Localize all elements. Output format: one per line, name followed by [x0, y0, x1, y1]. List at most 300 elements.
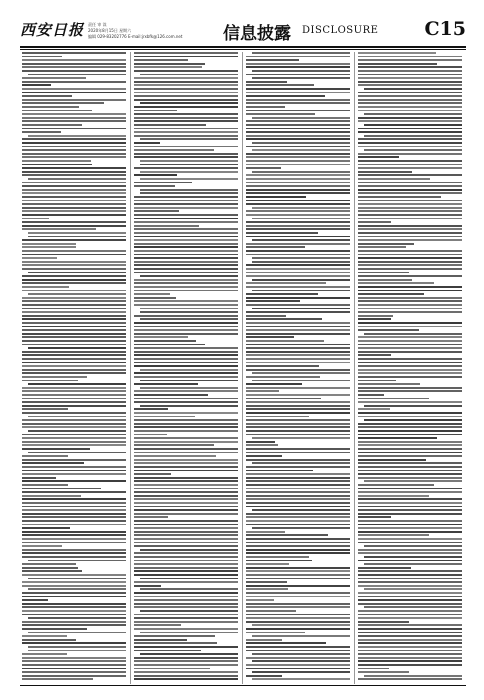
text-line: [22, 344, 126, 346]
text-line: [252, 462, 350, 464]
text-line: [134, 81, 238, 83]
text-line: [246, 621, 350, 623]
text-line: [134, 650, 201, 652]
text-line: [22, 668, 126, 670]
text-line: [358, 138, 462, 140]
text-line: [22, 286, 69, 288]
text-line: [246, 300, 300, 302]
text-line: [246, 480, 350, 482]
text-line: [246, 574, 350, 576]
text-line: [134, 390, 238, 392]
text-line: [134, 585, 161, 587]
text-line: [134, 268, 238, 270]
text-line: [358, 257, 462, 259]
text-line: [358, 315, 393, 317]
text-line: [246, 210, 350, 212]
text-line: [358, 174, 462, 176]
text-line: [358, 603, 462, 605]
text-line: [364, 419, 462, 421]
text-line: [364, 405, 462, 407]
text-line: [358, 63, 437, 65]
text-line: [28, 272, 126, 274]
text-line: [22, 257, 57, 259]
text-line: [252, 149, 350, 151]
text-line: [140, 138, 238, 140]
text-line: [358, 70, 462, 72]
text-line: [140, 380, 238, 382]
text-line: [134, 570, 238, 572]
text-line: [134, 372, 238, 374]
text-line: [358, 653, 462, 655]
text-line: [358, 376, 462, 378]
text-line: [134, 110, 177, 112]
text-line: [358, 52, 436, 54]
text-line: [22, 653, 67, 655]
text-line: [358, 592, 462, 594]
text-line: [358, 128, 462, 130]
text-line: [22, 401, 126, 403]
text-line: [134, 599, 238, 601]
text-line: [358, 293, 424, 295]
text-line: [358, 437, 437, 439]
text-line: [252, 527, 350, 529]
text-line: [22, 380, 78, 382]
text-line: [134, 77, 238, 79]
text-line: [252, 171, 350, 173]
text-line: [246, 484, 350, 486]
text-line: [22, 538, 126, 540]
text-line: [252, 239, 350, 241]
text-line: [22, 63, 126, 65]
text-line: [246, 538, 350, 540]
text-line: [22, 592, 126, 594]
text-line: [22, 250, 126, 252]
text-line: [134, 542, 238, 544]
text-line: [134, 221, 238, 223]
text-line: [22, 441, 126, 443]
text-line: [246, 156, 350, 158]
text-line: [22, 192, 126, 194]
text-line: [140, 588, 238, 590]
text-line: [246, 596, 350, 598]
text-line: [246, 362, 350, 364]
text-line: [252, 380, 350, 382]
text-line: [246, 495, 350, 497]
text-line: [22, 164, 92, 166]
text-line: [358, 502, 462, 504]
text-line: [134, 336, 188, 338]
text-line: [246, 254, 350, 256]
text-line: [246, 470, 313, 472]
text-line: [22, 563, 76, 565]
text-line: [358, 218, 462, 220]
text-line: [134, 401, 238, 403]
text-line: [22, 113, 126, 115]
text-line: [358, 639, 462, 641]
text-line: [358, 567, 411, 569]
text-line: [134, 520, 238, 522]
text-line: [364, 480, 462, 482]
text-line: [22, 84, 51, 86]
text-line: [22, 218, 49, 220]
contact-line: 编辑 029-83202776 E-mail:jrxbfk@126.com.net: [88, 34, 183, 39]
text-line: [134, 617, 238, 619]
text-line: [252, 207, 350, 209]
text-line: [246, 59, 299, 61]
text-line: [358, 470, 462, 472]
text-line: [358, 390, 462, 392]
text-line: [134, 527, 238, 529]
text-line: [246, 473, 350, 475]
text-line: [358, 120, 462, 122]
text-line: [22, 610, 126, 612]
text-line: [22, 239, 126, 241]
text-line: [358, 358, 462, 360]
text-line: [252, 52, 350, 54]
header-rule-thin: [20, 49, 466, 50]
text-line: [22, 639, 76, 641]
text-line: [22, 545, 62, 547]
text-line: [246, 293, 318, 295]
text-line: [246, 628, 350, 630]
text-line: [246, 275, 350, 277]
text-line: [22, 437, 126, 439]
text-line: [358, 261, 462, 263]
text-line: [134, 614, 238, 616]
text-line: [246, 95, 325, 97]
text-line: [22, 372, 126, 374]
text-line: [246, 113, 315, 115]
text-line: [358, 300, 462, 302]
text-line: [134, 300, 238, 302]
text-line: [28, 588, 126, 590]
text-line: [22, 196, 126, 198]
text-line: [246, 387, 350, 389]
text-line: [28, 430, 126, 432]
text-line: [246, 228, 350, 230]
text-line: [22, 210, 126, 212]
text-line: [134, 606, 238, 608]
text-line: [358, 329, 419, 331]
text-line: [134, 506, 238, 508]
text-line: [134, 236, 238, 238]
text-line: [22, 106, 79, 108]
text-column-3: [246, 52, 350, 684]
text-line: [358, 351, 462, 353]
text-line: [246, 315, 286, 317]
text-line: [22, 408, 68, 410]
text-line: [134, 383, 198, 385]
text-line: [134, 491, 238, 493]
text-line: [358, 552, 462, 554]
text-line: [358, 95, 462, 97]
text-line: [22, 574, 126, 576]
text-line: [358, 268, 462, 270]
text-line: [22, 268, 126, 270]
text-line: [246, 329, 350, 331]
text-line: [22, 52, 126, 54]
text-line: [22, 81, 126, 83]
text-line: [22, 581, 126, 583]
text-line: [246, 272, 350, 274]
text-line: [134, 581, 238, 583]
text-line: [134, 124, 206, 126]
text-line: [134, 416, 195, 418]
text-line: [22, 462, 84, 464]
text-line: [22, 466, 126, 468]
text-line: [246, 552, 350, 554]
text-line: [358, 196, 441, 198]
text-line: [22, 358, 126, 360]
text-line: [246, 84, 314, 86]
text-line: [28, 293, 126, 295]
text-line: [246, 124, 350, 126]
text-line: [22, 102, 104, 104]
text-line: [134, 524, 238, 526]
text-line: [22, 110, 92, 112]
text-line: [134, 304, 238, 306]
text-line: [22, 495, 81, 497]
text-line: [22, 156, 126, 158]
text-line: [140, 74, 238, 76]
text-line: [358, 538, 462, 540]
text-line: [246, 632, 305, 634]
text-line: [358, 527, 462, 529]
text-line: [246, 246, 305, 248]
text-line: [358, 160, 462, 162]
text-line: [134, 437, 238, 439]
text-line: [134, 498, 238, 500]
text-line: [358, 455, 462, 457]
text-line: [358, 614, 462, 616]
text-line: [246, 178, 350, 180]
text-line: [134, 182, 192, 184]
text-line: [358, 246, 406, 248]
text-line: [22, 354, 126, 356]
text-line: [22, 300, 126, 302]
column-divider: [130, 52, 131, 684]
text-line: [358, 336, 462, 338]
text-line: [22, 160, 91, 162]
text-line: [246, 452, 350, 454]
text-line: [134, 488, 238, 490]
text-line: [358, 441, 462, 443]
text-line: [358, 171, 412, 173]
text-line: [22, 671, 126, 673]
text-line: [140, 178, 238, 180]
text-line: [246, 304, 350, 306]
text-line: [358, 534, 429, 536]
text-line: [134, 254, 238, 256]
text-line: [134, 290, 238, 292]
text-line: [358, 131, 462, 133]
text-line: [134, 92, 238, 94]
text-line: [246, 351, 350, 353]
text-line: [358, 347, 462, 349]
text-line: [134, 185, 175, 187]
text-line: [358, 311, 462, 313]
text-line: [358, 484, 434, 486]
text-line: [358, 596, 462, 598]
text-line: [246, 592, 350, 594]
text-line: [358, 275, 462, 277]
text-line: [246, 570, 350, 572]
issue-editor-line: 责任 审 读: [88, 22, 107, 27]
text-line: [358, 657, 462, 659]
text-line: [22, 448, 90, 450]
text-line: [358, 513, 462, 515]
text-line: [22, 225, 126, 227]
text-line: [22, 556, 126, 558]
text-line: [22, 664, 126, 666]
text-line: [358, 153, 462, 155]
text-line: [28, 560, 126, 562]
text-line: [358, 74, 462, 76]
text-line: [134, 293, 170, 295]
text-line: [358, 398, 429, 400]
text-line: [134, 545, 238, 547]
text-line: [358, 81, 462, 83]
text-line: [358, 448, 462, 450]
text-line: [358, 92, 462, 94]
text-line: [22, 146, 126, 148]
page-code: C15: [424, 18, 466, 40]
text-line: [358, 660, 462, 662]
text-line: [22, 70, 126, 72]
text-line: [358, 380, 396, 382]
text-line: [358, 254, 462, 256]
text-line: [22, 614, 126, 616]
text-line: [358, 365, 462, 367]
text-line: [22, 506, 126, 508]
footer-rule: [20, 685, 466, 686]
text-line: [28, 452, 126, 454]
text-line: [246, 146, 350, 148]
text-line: [246, 214, 350, 216]
text-line: [22, 365, 126, 367]
text-line: [358, 322, 462, 324]
text-line: [22, 657, 126, 659]
text-line: [246, 599, 274, 601]
text-line: [358, 200, 462, 202]
text-line: [364, 588, 462, 590]
text-line: [246, 408, 350, 410]
text-line: [246, 135, 350, 137]
text-line: [246, 326, 350, 328]
text-line: [134, 225, 199, 227]
text-line: [358, 185, 462, 187]
text-line: [22, 390, 126, 392]
text-line: [22, 549, 126, 551]
text-line: [358, 408, 390, 410]
text-line: [252, 372, 350, 374]
text-line: [358, 210, 462, 212]
text-line: [134, 509, 238, 511]
text-line: [22, 128, 126, 130]
text-line: [246, 128, 350, 130]
text-line: [28, 135, 126, 137]
text-line: [22, 304, 126, 306]
text-line: [246, 390, 279, 392]
text-line: [134, 462, 238, 464]
text-line: [246, 646, 350, 648]
text-line: [252, 653, 350, 655]
text-line: [134, 347, 238, 349]
text-line: [246, 74, 350, 76]
text-line: [134, 326, 238, 328]
text-line: [358, 117, 462, 119]
text-line: [358, 99, 462, 101]
text-line: [134, 452, 238, 454]
header-rule-thick: [20, 46, 466, 48]
text-line: [22, 520, 126, 522]
text-line: [358, 264, 462, 266]
text-line: [246, 675, 282, 677]
text-line: [358, 354, 391, 356]
text-line: [134, 156, 238, 158]
text-line: [134, 322, 238, 324]
text-line: [252, 290, 350, 292]
text-line: [252, 671, 350, 673]
text-line: [140, 308, 238, 310]
text-line: [358, 167, 462, 169]
text-line: [246, 617, 350, 619]
text-line: [134, 70, 238, 72]
text-line: [22, 99, 126, 101]
text-line: [134, 264, 238, 266]
text-line: [22, 264, 126, 266]
text-line: [134, 556, 238, 558]
text-line: [22, 167, 126, 169]
text-line: [246, 419, 350, 421]
text-line: [22, 387, 126, 389]
text-line: [252, 77, 350, 79]
text-line: [134, 113, 238, 115]
text-line: [22, 498, 126, 500]
text-line: [134, 513, 238, 515]
text-column-1: [22, 52, 126, 684]
text-line: [358, 462, 462, 464]
text-line: [358, 59, 462, 61]
text-line: [22, 77, 86, 79]
text-line: [246, 581, 287, 583]
text-line: [246, 426, 350, 428]
text-line: [246, 164, 350, 166]
text-line: [22, 318, 126, 320]
text-line: [22, 66, 126, 68]
text-line: [358, 516, 391, 518]
text-line: [358, 290, 462, 292]
text-line: [28, 236, 126, 238]
text-line: [358, 581, 462, 583]
text-line: [246, 383, 302, 385]
text-line: [358, 340, 462, 342]
text-line: [246, 524, 350, 526]
text-line: [246, 99, 350, 101]
text-line: [246, 668, 350, 670]
text-line: [22, 470, 126, 472]
text-line: [246, 88, 350, 90]
text-line: [134, 660, 238, 662]
text-line: [246, 545, 350, 547]
text-line: [358, 632, 462, 634]
text-line: [134, 563, 238, 565]
text-line: [134, 678, 238, 680]
text-line: [358, 459, 426, 461]
text-line: [134, 484, 238, 486]
text-line: [134, 354, 238, 356]
text-line: [134, 88, 238, 90]
